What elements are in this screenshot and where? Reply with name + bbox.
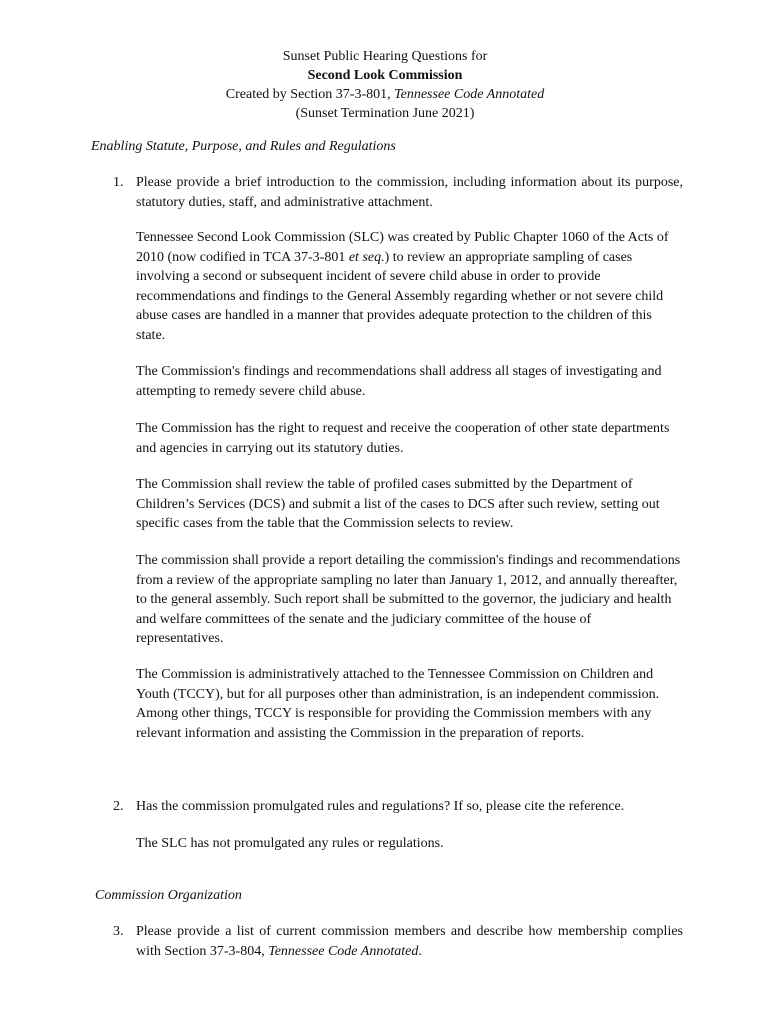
statute-reference: Created by Section 37-3-801, bbox=[225, 87, 395, 102]
answer-1-paragraph-5: The commission shall provide a report detailing the commission's findings and recommendations from a review of the appropriate sampling no later than January 1, 2012, and annually thereafter, to the general assembly. Such report shall be submitted to the governor, the judiciary and health and welfare committees of the senate and the judiciary committee of the house of representatives. bbox=[136, 553, 681, 646]
question-number: 2. bbox=[113, 799, 124, 814]
answer-1-paragraph-3: The Commission has the right to request and receive the cooperation of other state departments and agencies in carrying out its statutory duties. bbox=[136, 421, 670, 456]
answer-2-paragraph-1: The SLC has not promulgated any rules or regulations. bbox=[136, 836, 444, 851]
answer-text: Tennessee Second Look Commission (SLC) was created by Public Chapter 1060 of the Acts of 2010 (now codified in TCA 37-3-801 bbox=[136, 230, 669, 265]
question-text bbox=[136, 922, 683, 961]
title-line-3 bbox=[0, 85, 770, 104]
question-text: Please provide a brief introduction to the commission, including information about its purpose, statutory duties, staff, and administrative attachment. bbox=[136, 175, 683, 210]
question-text-part: Please provide a list of current commission members and describe how membership complies with Section 37-3-804, bbox=[136, 924, 683, 959]
commission-name-title: Second Look Commission bbox=[307, 68, 463, 83]
question-text-part: . bbox=[418, 943, 422, 959]
question-text: Has the commission promulgated rules and regulations? If so, please cite the reference. bbox=[136, 799, 625, 814]
question-number: 3. bbox=[113, 924, 124, 939]
question-number: 1. bbox=[113, 175, 124, 190]
question-text-italic: Tennessee Code Annotated bbox=[268, 943, 419, 959]
answer-1-paragraph-1 bbox=[136, 228, 681, 345]
question-1 bbox=[113, 173, 683, 212]
question-2 bbox=[113, 797, 683, 817]
question-3 bbox=[113, 922, 683, 961]
title-block bbox=[0, 47, 770, 123]
answer-text-italic: et seq. bbox=[348, 249, 385, 265]
answer-1-paragraph-2: The Commission's findings and recommendations shall address all stages of investigating and attempting to remedy severe child abuse. bbox=[136, 364, 662, 399]
answer-1-paragraph-4: The Commission shall review the table of profiled cases submitted by the Department of Children’s Services (DCS) and submit a list of the cases to DCS after such review, setting out specific cases from the table that the Commission selects to review. bbox=[136, 477, 660, 531]
answer-text: ) to review an appropriate sampling of cases involving a second or subsequent incident of severe child abuse in order to provide recommendations and findings to the General Assembly regarding whether or not severe child abuse cases are handled in a manner that provides adequate protection to the children of this state. bbox=[136, 249, 664, 343]
sunset-termination-date: (Sunset Termination June 2021) bbox=[295, 106, 475, 121]
answer-1-paragraph-6: The Commission is administratively attached to the Tennessee Commission on Children and Youth (TCCY), but for all purposes other than administration, is an independent commission. Among other things, TCCY is responsible for providing the Commission members with any relevant information and assisting the Commission in the preparation of reports. bbox=[136, 667, 660, 741]
code-name: Tennessee Code Annotated bbox=[394, 87, 545, 102]
section-heading-enabling-statute: Enabling Statute, Purpose, and Rules and Regulations bbox=[91, 139, 396, 154]
section-heading-commission-organization: Commission Organization bbox=[95, 888, 242, 903]
title-line-1: Sunset Public Hearing Questions for bbox=[282, 49, 488, 64]
